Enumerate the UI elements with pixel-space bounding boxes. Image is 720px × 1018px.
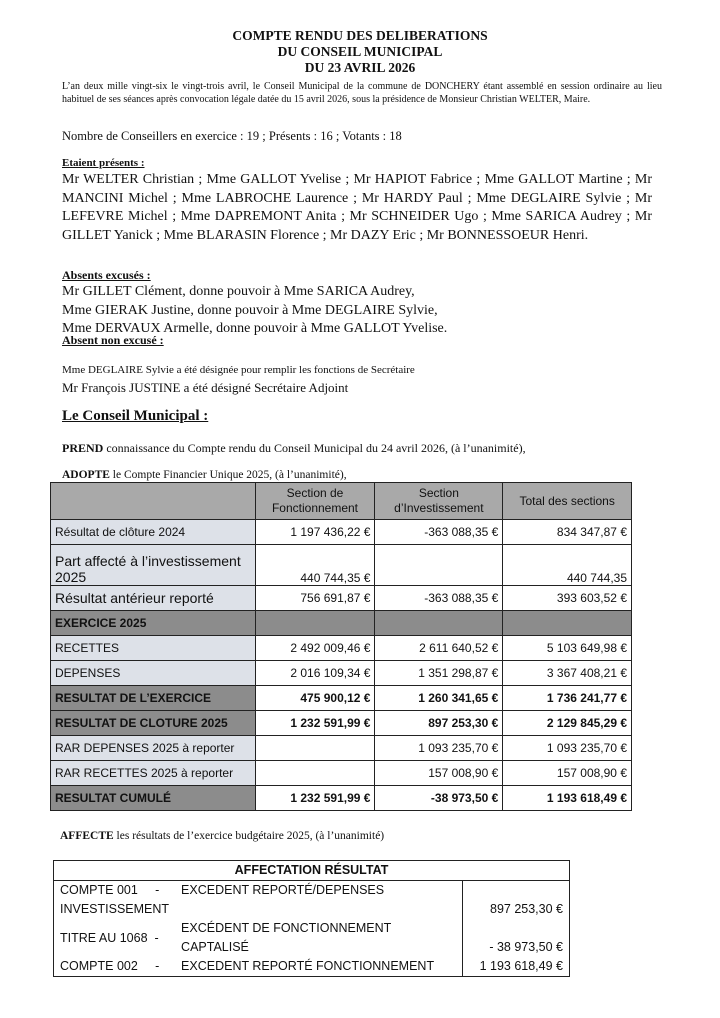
account-cell: COMPTE 001 -	[60, 883, 160, 897]
amount-cell: 897 253,30 €	[462, 900, 569, 919]
value-cell: -363 088,35 €	[375, 520, 503, 545]
value-cell: -363 088,35 €	[375, 586, 503, 611]
secretary: Mme DEGLAIRE Sylvie a été désignée pour remplir les fonctions de Secrétaire	[62, 364, 415, 376]
table-row	[51, 761, 632, 786]
value-cell: 1 736 241,77 €	[503, 686, 632, 711]
description-cell	[175, 900, 462, 919]
row-label: RECETTES	[51, 636, 256, 661]
table-row	[51, 545, 632, 586]
value-cell: 157 008,90 €	[375, 761, 503, 786]
table-row	[51, 611, 632, 636]
value-cell: 897 253,30 €	[375, 711, 503, 736]
table-row	[51, 636, 632, 661]
description-cell: EXCEDENT REPORTÉ/DEPENSES	[181, 883, 385, 897]
affecte-text	[60, 830, 384, 842]
amount-cell: - 38 973,50 €	[462, 919, 569, 957]
counts: Nombre de Conseillers en exercice : 19 ; Présents : 16 ; Votants : 18	[62, 129, 402, 143]
account-cell: COMPTE 002 -	[60, 959, 160, 973]
value-cell: -38 973,50 €	[375, 786, 503, 811]
excused-list	[62, 283, 447, 339]
value-cell: 2 129 845,29 €	[503, 711, 632, 736]
adopte-body: le Compte Financier Unique 2025, (à l’unanimité),	[109, 469, 347, 481]
table-row	[51, 661, 632, 686]
table-row	[54, 900, 570, 919]
table-row	[54, 881, 570, 901]
adopte-text	[62, 469, 347, 481]
value-cell	[255, 611, 375, 636]
value-cell: 1 193 618,49 €	[503, 786, 632, 811]
table-row	[51, 786, 632, 811]
affectation-title: AFFECTATION RÉSULTAT	[54, 861, 570, 881]
value-cell: 440 744,35	[503, 545, 632, 586]
row-label: RESULTAT DE L’EXERCICE	[51, 686, 256, 711]
affecte-label: AFFECTE	[60, 830, 114, 842]
value-cell: 756 691,87 €	[255, 586, 375, 611]
doc-title-1: COMPTE RENDU DES DELIBERATIONS	[232, 28, 488, 43]
excused-heading: Absents excusés :	[62, 268, 151, 282]
table-row	[54, 957, 570, 977]
present-heading: Etaient présents :	[62, 157, 145, 169]
value-cell: 393 603,52 €	[503, 586, 632, 611]
value-cell	[255, 736, 375, 761]
excused-item: Mme GIERAK Justine, donne pouvoir à Mme DEGLAIRE Sylvie,	[62, 302, 438, 318]
table-row	[54, 919, 570, 957]
account-cell: INVESTISSEMENT	[60, 902, 170, 916]
row-label: EXERCICE 2025	[51, 611, 256, 636]
value-cell: 1 093 235,70 €	[503, 736, 632, 761]
description-cell: EXCÉDENT DE FONCTIONNEMENT CAPTALISÉ	[181, 921, 392, 954]
value-cell: 2 016 109,34 €	[255, 661, 375, 686]
account-cell: TITRE AU 1068 -	[60, 930, 159, 945]
value-cell: 1 093 235,70 €	[375, 736, 503, 761]
header-cell: Section d’Investissement	[375, 483, 503, 520]
value-cell	[255, 761, 375, 786]
row-label: RAR DEPENSES 2025 à reporter	[51, 736, 256, 761]
row-label: RAR RECETTES 2025 à reporter	[51, 761, 256, 786]
table-header-row	[54, 861, 570, 881]
value-cell: 834 347,87 €	[503, 520, 632, 545]
prend-label: PREND	[62, 441, 104, 455]
value-cell: 1 260 341,65 €	[375, 686, 503, 711]
value-cell: 1 232 591,99 €	[255, 711, 375, 736]
header-cell	[51, 483, 256, 520]
table-row	[51, 711, 632, 736]
prend-body: connaissance du Compte rendu du Conseil Municipal du 24 avril 2026, (à l’unanimité),	[103, 441, 526, 455]
excused-item: Mme DERVAUX Armelle, donne pouvoir à Mme GALLOT Yvelise.	[62, 321, 448, 336]
value-cell: 1 232 591,99 €	[255, 786, 375, 811]
unexcused-heading: Absent non excusé :	[62, 333, 164, 347]
table-row	[51, 686, 632, 711]
value-cell: 2 492 009,46 €	[255, 636, 375, 661]
value-cell	[375, 545, 503, 586]
value-cell: 2 611 640,52 €	[375, 636, 503, 661]
row-label: Part affecté à l’investissement 2025	[51, 545, 256, 586]
amount-cell: 1 193 618,49 €	[462, 957, 569, 977]
value-cell: 475 900,12 €	[255, 686, 375, 711]
secretary-adjoint: Mr François JUSTINE a été désigné Secrétaire Adjoint	[62, 380, 349, 395]
prend-text	[62, 441, 526, 456]
description-cell: EXCEDENT REPORTÉ FONCTIONNEMENT	[181, 959, 435, 973]
row-label: Résultat antérieur reporté	[51, 586, 256, 611]
value-cell	[375, 611, 503, 636]
doc-title-2: DU CONSEIL MUNICIPAL	[277, 44, 443, 59]
value-cell: 157 008,90 €	[503, 761, 632, 786]
value-cell: 1 197 436,22 €	[255, 520, 375, 545]
value-cell	[503, 611, 632, 636]
excused-item: Mr GILLET Clément, donne pouvoir à Mme SARICA Audrey,	[62, 284, 415, 299]
affecte-body: les résultats de l’exercice budgétaire 2025, (à l’unanimité)	[113, 830, 385, 842]
amount-cell	[462, 881, 569, 901]
header-cell: Section de Fonctionnement	[255, 483, 375, 520]
intro-paragraph: L’an deux mille vingt-six le vingt-trois avril, le Conseil Municipal de la commune de DONCHERY étant assemblé en session ordinaire au lieu habituel de ses séances après convocation légale datée du 15 avril 2026, sous la présidence de Monsieur Christian WELTER, Maire.	[62, 81, 662, 105]
row-label: RESULTAT DE CLOTURE 2025	[51, 711, 256, 736]
table-row	[51, 736, 632, 761]
value-cell: 3 367 408,21 €	[503, 661, 632, 686]
value-cell: 5 103 649,98 €	[503, 636, 632, 661]
doc-title-date: DU 23 AVRIL 2026	[304, 60, 416, 75]
value-cell: 1 351 298,87 €	[375, 661, 503, 686]
table-row	[51, 520, 632, 545]
cfu-table	[50, 482, 632, 811]
affectation-table	[53, 860, 570, 977]
row-label: RESULTAT CUMULÉ	[51, 786, 256, 811]
present-names: Mr WELTER Christian ; Mme GALLOT Yvelise ; Mr HAPIOT Fabrice ; Mme GALLOT Martine ; Mr MANCINI Michel ; Mme LABROCHE Laurence ; Mr HARDY Paul ; Mme DEGLAIRE Sylvie ; Mr LEFEVRE Michel ; Mme DAPREMONT Anita ; Mr SCHNEIDER Ugo ; Mme SARICA Audrey ; Mr GILLET Yanick ; Mme BLARASIN Florence ; Mr DAZY Eric ; Mr BONNESSOEUR Henri.	[62, 172, 652, 243]
row-label: Résultat de clôture 2024	[51, 520, 256, 545]
council-heading: Le Conseil Municipal :	[62, 408, 209, 424]
table-header-row	[51, 483, 632, 520]
header-cell: Total des sections	[503, 483, 632, 520]
adopte-label: ADOPTE	[62, 469, 110, 481]
value-cell: 440 744,35 €	[255, 545, 375, 586]
row-label: DEPENSES	[51, 661, 256, 686]
table-row	[51, 586, 632, 611]
